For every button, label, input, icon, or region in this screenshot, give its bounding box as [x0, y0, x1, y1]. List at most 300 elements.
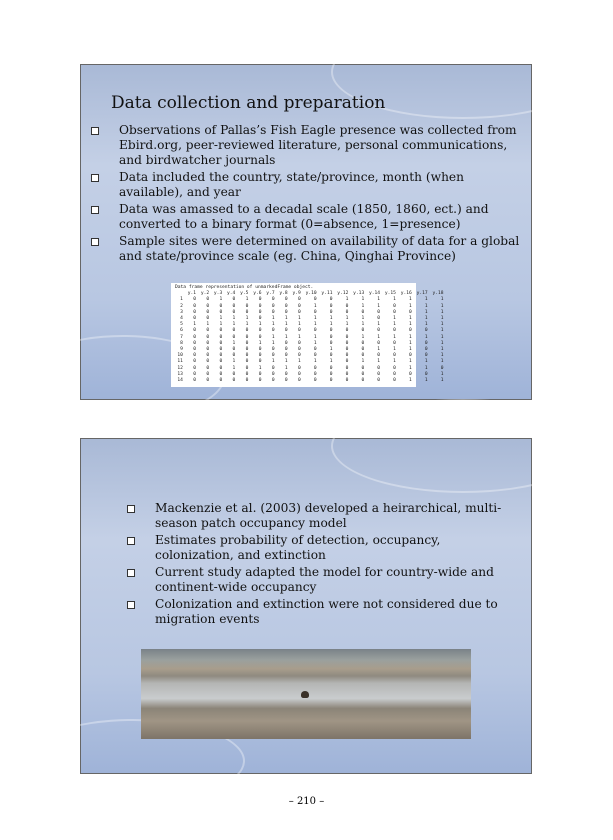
table-cell: 13: [177, 371, 183, 377]
table-cell: 1: [424, 322, 428, 328]
column-header: y.13: [353, 291, 365, 297]
table-cell: 0: [424, 347, 428, 353]
table-cell: 1: [329, 359, 333, 365]
table-cell: 1: [409, 359, 412, 365]
table-cell: 0: [393, 303, 396, 309]
bullet-item: [91, 202, 521, 232]
table-cell: 1: [206, 322, 210, 328]
bullet-text: Estimates probability of detection, occupancy, colonization, and extinction: [155, 533, 441, 562]
table-cell: 1: [245, 316, 249, 322]
table-cell: 1: [361, 359, 365, 365]
table-cell: 0: [361, 340, 365, 346]
table-cell: 1: [440, 328, 444, 334]
table-cell: 0: [298, 347, 301, 353]
column-header: y.1: [187, 291, 197, 297]
table-cell: 0: [271, 365, 275, 371]
table-cell: 0: [206, 353, 210, 359]
table-cell: 1: [313, 322, 317, 328]
table-cell: 1: [258, 365, 262, 371]
table-cell: 0: [232, 303, 236, 309]
table-cell: 0: [193, 297, 197, 303]
table-cell: 0: [206, 316, 210, 322]
table-cell: 0: [206, 378, 210, 384]
table-cell: 0: [193, 328, 197, 334]
column-header: y.18: [432, 291, 444, 297]
table-cell: 0: [193, 303, 197, 309]
table-cell: 1: [424, 378, 428, 384]
table-cell: 0: [219, 334, 223, 340]
table-cell: 1: [313, 303, 317, 309]
table-cell: 1: [440, 297, 444, 303]
table-cell: 0: [284, 378, 288, 384]
table-cell: 0: [345, 347, 349, 353]
table-cell: 6: [180, 328, 183, 334]
table-cell: 1: [440, 359, 444, 365]
table-cell: 1: [271, 334, 275, 340]
table-cell: 1: [219, 316, 223, 322]
table-cell: 1: [298, 316, 301, 322]
table-cell: 0: [284, 297, 288, 303]
table-cell: 1: [393, 322, 396, 328]
table-cell: 1: [377, 322, 381, 328]
table-cell: 1: [232, 340, 236, 346]
table-cell: 1: [361, 297, 365, 303]
bullet-icon: [91, 206, 99, 214]
table-cell: 1: [393, 334, 396, 340]
table-cell: 1: [284, 334, 288, 340]
table-cell: 1: [284, 316, 288, 322]
table-cell: 1: [440, 340, 444, 346]
table-cell: 0: [206, 359, 210, 365]
table-cell: 0: [193, 378, 197, 384]
table-cell: 1: [393, 347, 396, 353]
table-cell: 0: [258, 328, 262, 334]
table-cell: 0: [361, 309, 365, 315]
table-cell: 0: [409, 309, 412, 315]
bullet-item: [127, 501, 507, 531]
table-row: [175, 378, 446, 384]
table-cell: 0: [232, 328, 236, 334]
table-cell: 0: [345, 303, 349, 309]
table-cell: 0: [329, 334, 333, 340]
table-cell: 1: [258, 340, 262, 346]
table-cell: 0: [361, 365, 365, 371]
table-cell: 1: [361, 316, 365, 322]
table-cell: 12: [177, 365, 183, 371]
bullet-text: Sample sites were determined on availability of data for a global and state/province scale (eg. China, Qinghai Province): [119, 234, 520, 263]
table-cell: 1: [245, 322, 249, 328]
table-cell: 0: [232, 334, 236, 340]
table-cell: 1: [232, 359, 236, 365]
table-cell: 0: [298, 378, 301, 384]
bullet-item: [91, 123, 521, 168]
column-header: y.7: [266, 291, 275, 297]
table-cell: 1: [377, 334, 381, 340]
table-cell: 0: [232, 309, 236, 315]
slide-data-collection: [80, 64, 532, 400]
table-cell: 0: [313, 328, 317, 334]
table-cell: 0: [329, 340, 333, 346]
column-header: y.14: [369, 291, 381, 297]
table-cell: 0: [329, 297, 333, 303]
table-cell: 0: [258, 347, 262, 353]
table-cell: 0: [258, 371, 262, 377]
table-cell: 0: [219, 303, 223, 309]
table-cell: 0: [271, 353, 275, 359]
table-cell: 0: [206, 347, 210, 353]
table-cell: 1: [271, 340, 275, 346]
table-cell: 0: [284, 347, 288, 353]
bullet-list: [91, 123, 521, 266]
table-cell: 0: [271, 371, 275, 377]
table-cell: 0: [219, 371, 223, 377]
table-cell: 0: [298, 340, 301, 346]
bullet-icon: [127, 537, 135, 545]
table-cell: 0: [424, 371, 428, 377]
table-cell: 1: [329, 322, 333, 328]
table-cell: 0: [284, 340, 288, 346]
table-cell: 0: [313, 309, 317, 315]
table-cell: 0: [377, 340, 381, 346]
table-cell: 0: [393, 371, 396, 377]
table-cell: 1: [424, 297, 428, 303]
table-cell: 0: [345, 328, 349, 334]
table-cell: 1: [377, 347, 381, 353]
table-cell: 0: [377, 353, 381, 359]
table-cell: 1: [284, 365, 288, 371]
table-cell: 0: [219, 309, 223, 315]
table-cell: 0: [377, 365, 381, 371]
bullet-icon: [127, 505, 135, 513]
table-cell: 0: [298, 353, 301, 359]
bullet-icon: [91, 127, 99, 135]
table-cell: 0: [409, 371, 412, 377]
table-cell: 0: [284, 309, 288, 315]
bullet-icon: [127, 601, 135, 609]
table-cell: 1: [424, 309, 428, 315]
table-cell: 0: [409, 353, 412, 359]
table-cell: 0: [245, 378, 249, 384]
table-cell: 1: [424, 334, 428, 340]
table-cell: 0: [329, 303, 333, 309]
table-cell: 0: [206, 365, 210, 371]
table-cell: 0: [345, 359, 349, 365]
table-cell: 0: [206, 334, 210, 340]
table-cell: 0: [245, 340, 249, 346]
table-cell: 1: [440, 309, 444, 315]
table-cell: 0: [424, 353, 428, 359]
table-cell: 0: [345, 340, 349, 346]
table-cell: 10: [177, 353, 183, 359]
table-cell: 0: [298, 365, 301, 371]
table-cell: 1: [440, 322, 444, 328]
table-cell: 0: [245, 303, 249, 309]
table-cell: 1: [409, 340, 412, 346]
table-cell: 0: [271, 347, 275, 353]
table-cell: 1: [424, 359, 428, 365]
table-cell: 5: [180, 322, 183, 328]
table-cell: 0: [219, 359, 223, 365]
bullet-icon: [91, 174, 99, 182]
column-header: y.10: [305, 291, 317, 297]
table-cell: 0: [424, 340, 428, 346]
column-header: y.15: [384, 291, 396, 297]
table-cell: 0: [361, 378, 365, 384]
table-cell: 0: [206, 297, 210, 303]
eagle-figure: [301, 691, 309, 698]
table-cell: 0: [393, 365, 396, 371]
table-cell: 1: [284, 322, 288, 328]
table-cell: 0: [206, 328, 210, 334]
table-cell: 0: [219, 378, 223, 384]
column-header: y.16: [400, 291, 412, 297]
table-cell: 0: [440, 365, 444, 371]
table-cell: 1: [440, 316, 444, 322]
table-cell: 1: [409, 297, 412, 303]
table-cell: 0: [377, 378, 381, 384]
table-cell: 1: [313, 334, 317, 340]
table-cell: 1: [424, 316, 428, 322]
table-cell: 2: [180, 303, 183, 309]
column-header: y.2: [200, 291, 210, 297]
decorative-wave: [331, 399, 595, 493]
table-cell: 0: [361, 371, 365, 377]
table-cell: 0: [329, 378, 333, 384]
table-cell: 0: [232, 353, 236, 359]
table-cell: 1: [232, 365, 236, 371]
page-number: – 210 –: [288, 796, 325, 807]
table-cell: 0: [245, 353, 249, 359]
table-cell: 1: [409, 322, 412, 328]
column-header: y.8: [279, 291, 288, 297]
table-cell: 1: [393, 297, 396, 303]
bullet-text: Mackenzie et al. (2003) developed a heirarchical, multi-season patch occupancy model: [155, 501, 502, 530]
table-cell: 1: [245, 297, 249, 303]
table-cell: 0: [377, 316, 381, 322]
table-cell: 0: [424, 328, 428, 334]
table-cell: 0: [284, 353, 288, 359]
table-cell: 1: [361, 334, 365, 340]
table-cell: 0: [393, 353, 396, 359]
bullet-icon: [91, 238, 99, 246]
table-cell: 0: [219, 347, 223, 353]
table-cell: 1: [377, 359, 381, 365]
column-header: y.5: [240, 291, 249, 297]
table-cell: 0: [361, 353, 365, 359]
table-cell: 0: [245, 365, 249, 371]
table-cell: 0: [377, 371, 381, 377]
column-header: y.3: [213, 291, 223, 297]
table-cell: 0: [284, 328, 288, 334]
table-cell: 0: [345, 371, 349, 377]
column-header: y.9: [292, 291, 301, 297]
bullet-item: [91, 170, 521, 200]
bullet-item: [127, 597, 507, 627]
table-cell: 0: [219, 365, 223, 371]
table-cell: 0: [258, 303, 262, 309]
table-cell: 0: [258, 378, 262, 384]
table-cell: 0: [271, 328, 275, 334]
table-cell: 0: [245, 347, 249, 353]
table-cell: 0: [329, 371, 333, 377]
table-cell: 0: [258, 316, 262, 322]
table-cell: 0: [258, 297, 262, 303]
table-cell: 0: [329, 309, 333, 315]
table-cell: 1: [329, 316, 333, 322]
table-cell: 1: [393, 316, 396, 322]
table-cell: 1: [440, 353, 444, 359]
table-cell: 0: [193, 309, 197, 315]
table-cell: 0: [345, 378, 349, 384]
table-cell: 0: [361, 347, 365, 353]
table-cell: 0: [313, 378, 317, 384]
table-cell: 1: [345, 297, 349, 303]
eagle-riverbank-photo: [141, 649, 471, 739]
bullet-text: Colonization and extinction were not considered due to migration events: [155, 597, 498, 626]
table-cell: 1: [284, 359, 288, 365]
table-cell: 0: [206, 309, 210, 315]
table-cell: 0: [193, 371, 197, 377]
table-cell: 1: [313, 316, 317, 322]
table-cell: 0: [219, 353, 223, 359]
table-cell: 1: [440, 303, 444, 309]
column-header: y.12: [337, 291, 349, 297]
table-cell: 0: [232, 347, 236, 353]
table-cell: 0: [313, 347, 317, 353]
table-cell: 0: [361, 328, 365, 334]
table-cell: 0: [193, 365, 197, 371]
table-cell: 1: [424, 303, 428, 309]
table-cell: 0: [258, 353, 262, 359]
table-cell: 1: [298, 359, 301, 365]
table-cell: 1: [180, 297, 183, 303]
table-cell: 7: [180, 334, 183, 340]
table-cell: 1: [219, 322, 223, 328]
table-cell: 0: [245, 328, 249, 334]
table-caption: Data frame representation of unmarkedFrame object.: [175, 285, 314, 290]
table-cell: 11: [177, 359, 183, 365]
table-cell: 0: [393, 328, 396, 334]
table-cell: 0: [313, 297, 317, 303]
slide-title: Data collection and preparation: [111, 93, 386, 113]
table-cell: 1: [409, 365, 412, 371]
table-cell: 0: [206, 303, 210, 309]
table-cell: 0: [284, 303, 288, 309]
table-cell: 0: [232, 297, 236, 303]
table-cell: 0: [329, 328, 333, 334]
bullet-list: [127, 501, 507, 629]
table-cell: 0: [193, 347, 197, 353]
table-cell: 0: [393, 378, 396, 384]
table-cell: 1: [271, 322, 275, 328]
table-cell: 0: [206, 371, 210, 377]
bullet-item: [127, 565, 507, 595]
table-cell: 0: [313, 353, 317, 359]
table-cell: 0: [345, 353, 349, 359]
table-cell: 1: [313, 359, 317, 365]
table-cell: 0: [258, 359, 262, 365]
table-cell: 0: [232, 371, 236, 377]
bullet-text: Current study adapted the model for country-wide and continent-wide occupancy: [155, 565, 494, 594]
data-frame-table: [171, 283, 444, 387]
column-header: y.4: [227, 291, 236, 297]
table-cell: 0: [258, 309, 262, 315]
table-cell: 0: [345, 365, 349, 371]
table-cell: 1: [345, 316, 349, 322]
table-cell: 1: [345, 322, 349, 328]
table-cell: 1: [409, 303, 412, 309]
table-cell: 0: [313, 371, 317, 377]
table-cell: 0: [284, 371, 288, 377]
table-cell: 1: [409, 378, 412, 384]
table-cell: 1: [298, 334, 301, 340]
table-cell: 0: [193, 334, 197, 340]
table-cell: 0: [219, 328, 223, 334]
table-cell: 0: [206, 340, 210, 346]
table-header: [175, 291, 446, 297]
table-cell: 0: [193, 340, 197, 346]
column-header: y.6: [253, 291, 262, 297]
table-cell: 1: [298, 322, 301, 328]
table-cell: 1: [219, 297, 223, 303]
table-cell: 0: [329, 365, 333, 371]
table-cell: 1: [440, 347, 444, 353]
table-cell: 0: [271, 303, 275, 309]
table-cell: 0: [377, 309, 381, 315]
table-cell: 1: [258, 322, 262, 328]
table-cell: 0: [193, 359, 197, 365]
table-cell: 0: [298, 328, 301, 334]
table-cell: 4: [180, 316, 183, 322]
table-cell: 0: [329, 353, 333, 359]
table-cell: 0: [393, 340, 396, 346]
table-cell: 1: [393, 359, 396, 365]
bullet-item: [91, 234, 521, 264]
table-cell: 1: [361, 303, 365, 309]
table-cell: 0: [258, 334, 262, 340]
bullet-text: Observations of Pallas’s Fish Eagle presence was collected from Ebird.org, peer-reviewed literature, personal communications, and birdwatcher journals: [119, 123, 517, 167]
table-cell: 0: [377, 328, 381, 334]
table-cell: 0: [313, 365, 317, 371]
column-header: y.17: [416, 291, 428, 297]
table-cell: 1: [440, 371, 444, 377]
table-cell: 1: [271, 359, 275, 365]
table-cell: 9: [180, 347, 183, 353]
table-cell: 1: [377, 297, 381, 303]
table-cell: 0: [245, 371, 249, 377]
table-cell: 0: [245, 309, 249, 315]
table-cell: 1: [271, 316, 275, 322]
table-cell: 1: [409, 316, 412, 322]
table-cell: 1: [440, 378, 444, 384]
table-cell: 1: [329, 347, 333, 353]
table-cell: 0: [245, 334, 249, 340]
bullet-icon: [127, 569, 135, 577]
table-cell: 0: [298, 309, 301, 315]
table-cell: 0: [298, 303, 301, 309]
table-cell: 0: [271, 378, 275, 384]
table-cell: 1: [193, 322, 197, 328]
table-cell: 0: [298, 371, 301, 377]
table-cell: 0: [232, 378, 236, 384]
table-cell: 0: [271, 309, 275, 315]
table-cell: 0: [393, 309, 396, 315]
slide-occupancy-model: [80, 438, 532, 774]
table-cell: 0: [271, 297, 275, 303]
bullet-text: Data was amassed to a decadal scale (1850, 1860, ect.) and converted to a binary format (0=absence, 1=presence): [119, 202, 489, 231]
table-cell: 0: [193, 316, 197, 322]
table-cell: 1: [361, 322, 365, 328]
